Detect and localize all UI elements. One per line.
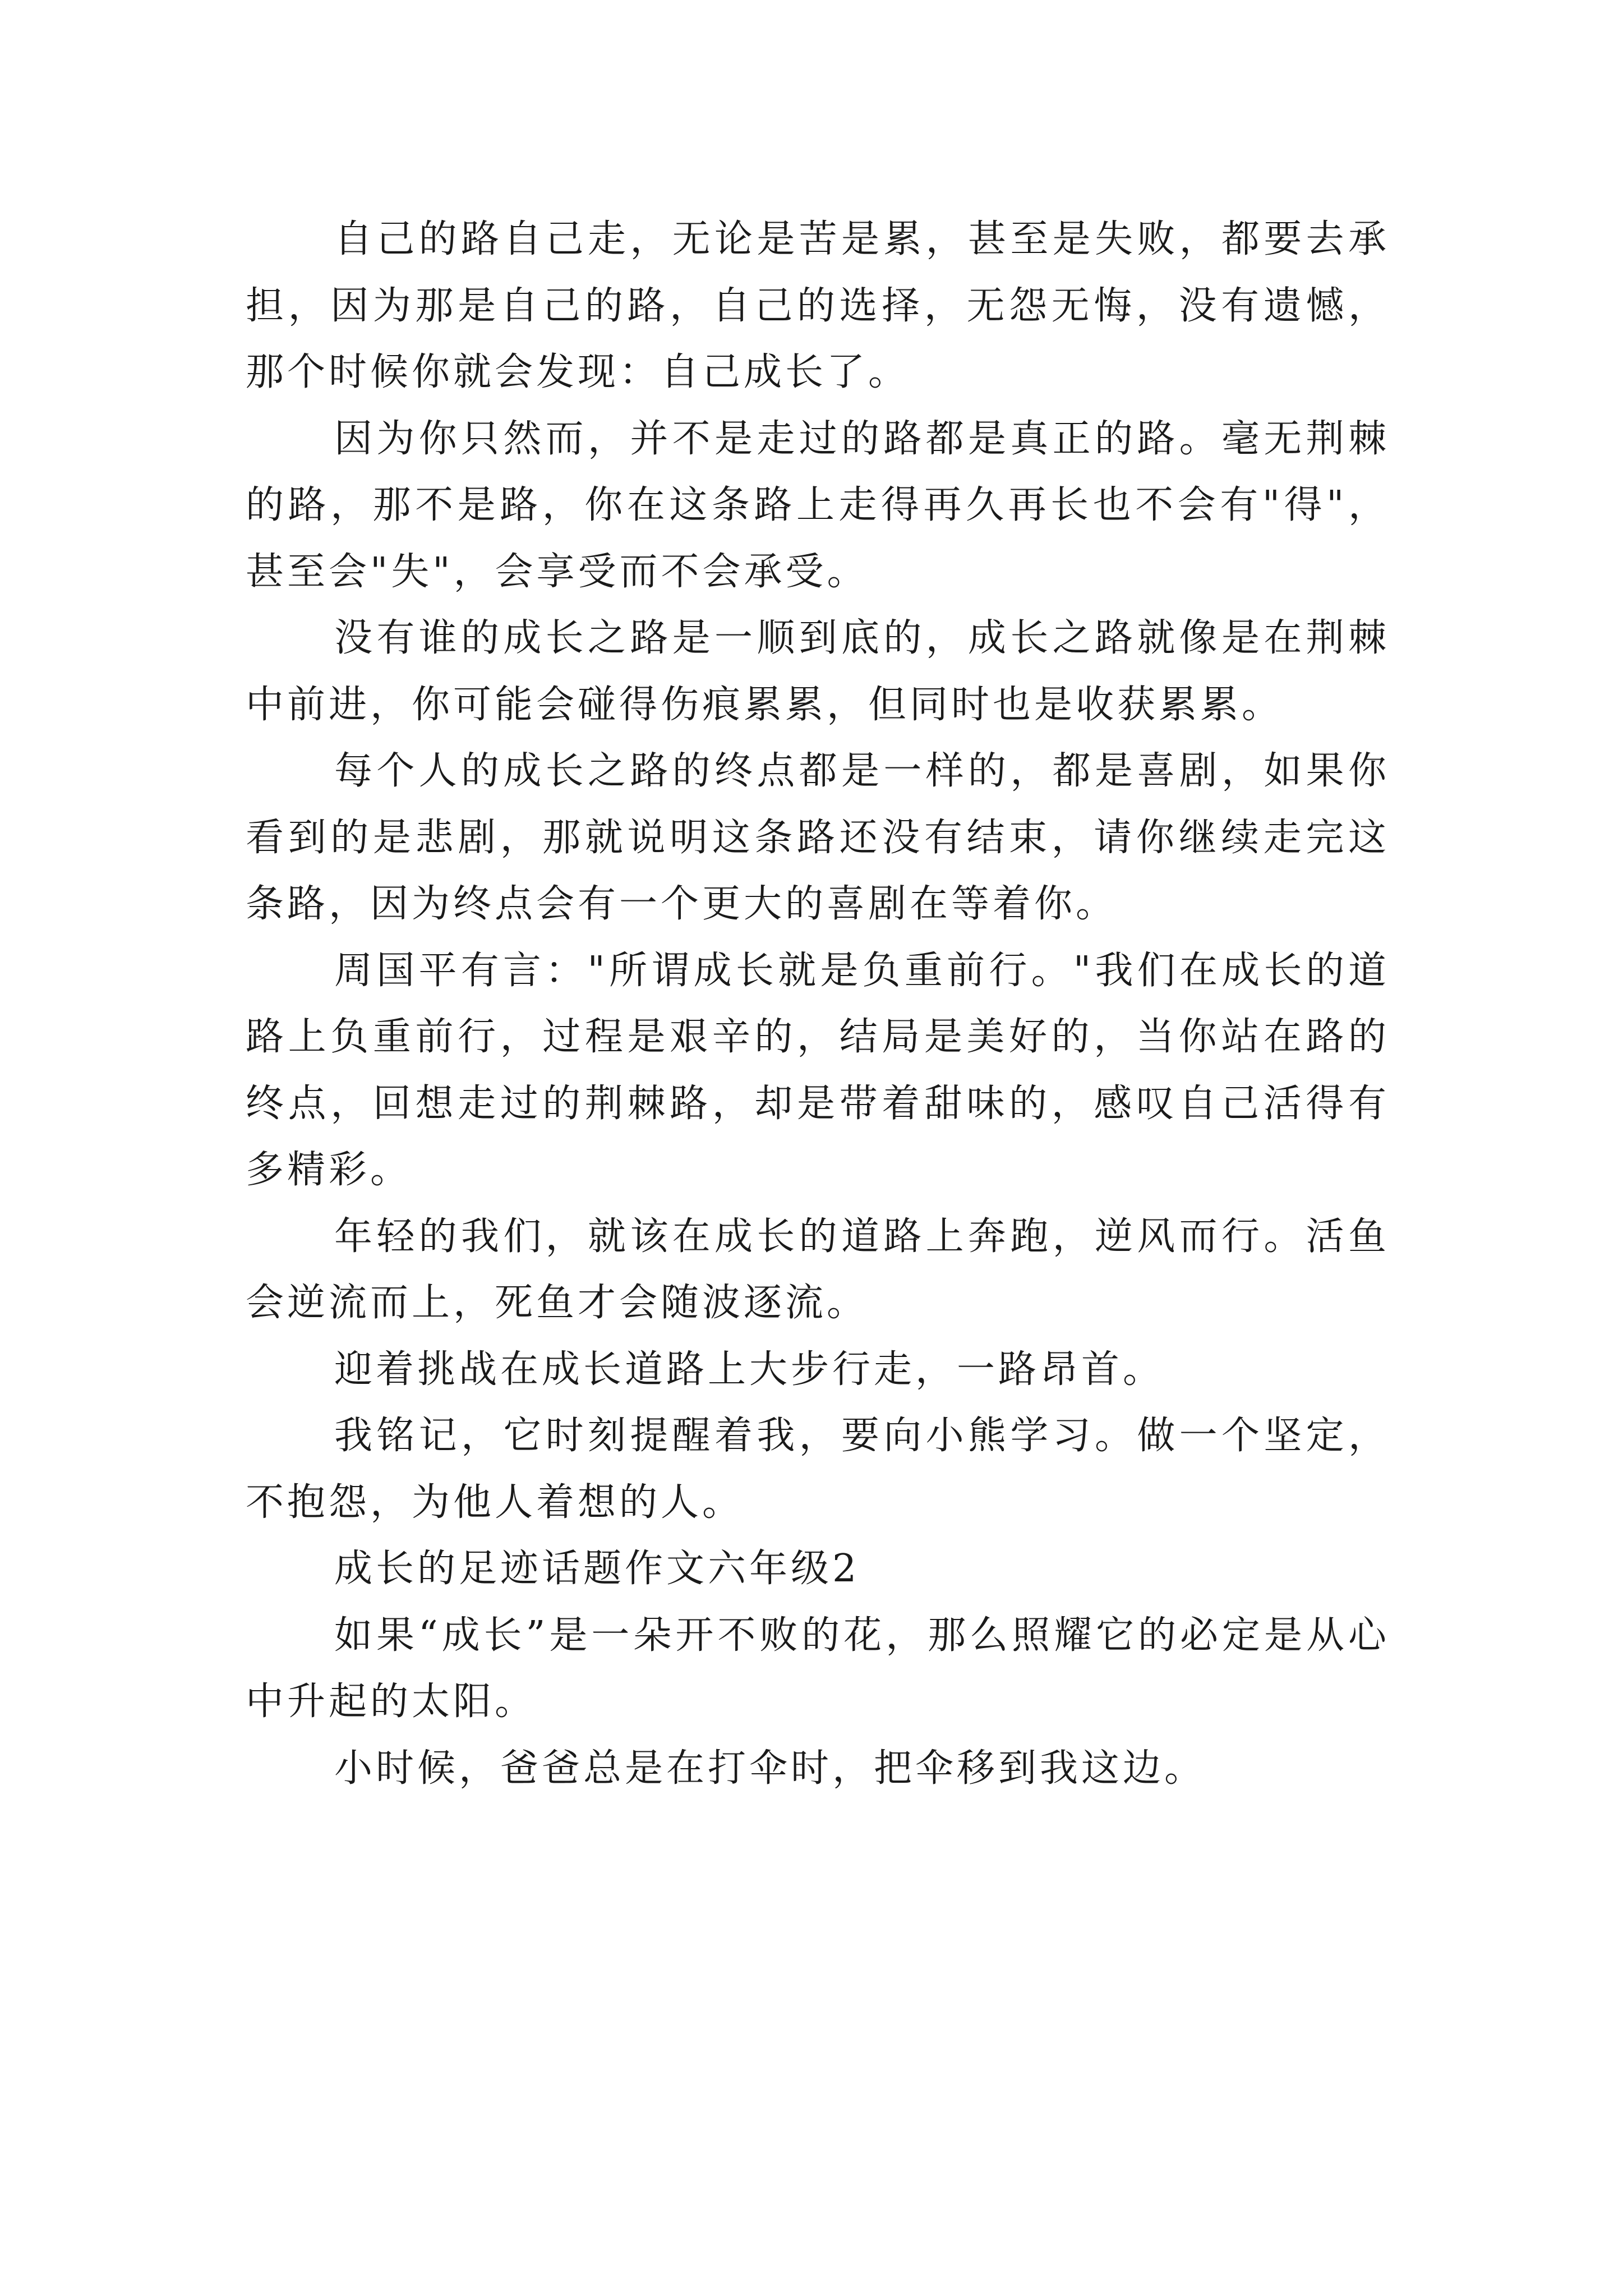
paragraph: 每个人的成长之路的终点都是一样的，都是喜剧，如果你看到的是悲剧，那就说明这条路还没有结束，请你继续走完这条路，因为终点会有一个更大的喜剧在等着你。 [246, 749, 1390, 926]
paragraph: 周国平有言："所谓成长就是负重前行。"我们在成长的道路上负重前行，过程是艰辛的，结局是美好的，当你站在路的终点，回想走过的荆棘路，却是带着甜味的，感叹自己活得有多精彩。 [246, 948, 1390, 1192]
paragraph: 如果“成长”是一朵开不败的花，那么照耀它的必定是从心中升起的太阳。 [246, 1613, 1390, 1724]
paragraph: 自己的路自己走，无论是苦是累，甚至是失败，都要去承担，因为那是自己的路，自己的选择，无怨无悔，没有遗憾，那个时候你就会发现：自己成长了。 [246, 217, 1390, 394]
section-heading: 成长的足迹话题作文六年级2 [334, 1547, 860, 1591]
paragraph: 没有谁的成长之路是一顺到底的，成长之路就像是在荆棘中前进，你可能会碰得伤痕累累，但同时也是收获累累。 [246, 616, 1390, 727]
paragraph: 我铭记，它时刻提醒着我，要向小熊学习。做一个坚定，不抱怨，为他人着想的人。 [246, 1414, 1390, 1525]
paragraph: 迎着挑战在成长道路上大步行走，一路昂首。 [334, 1347, 1165, 1392]
paragraph: 年轻的我们，就该在成长的道路上奔跑，逆风而行。活鱼会逆流而上，死鱼才会随波逐流。 [246, 1214, 1390, 1325]
paragraph: 小时候，爸爸总是在打伞时，把伞移到我这边。 [334, 1746, 1206, 1791]
document-body [246, 206, 1390, 1802]
paragraph: 因为你只然而，并不是走过的路都是真正的路。毫无荆棘的路，那不是路，你在这条路上走得再久再长也不会有"得"，甚至会"失"，会享受而不会承受。 [246, 416, 1390, 594]
